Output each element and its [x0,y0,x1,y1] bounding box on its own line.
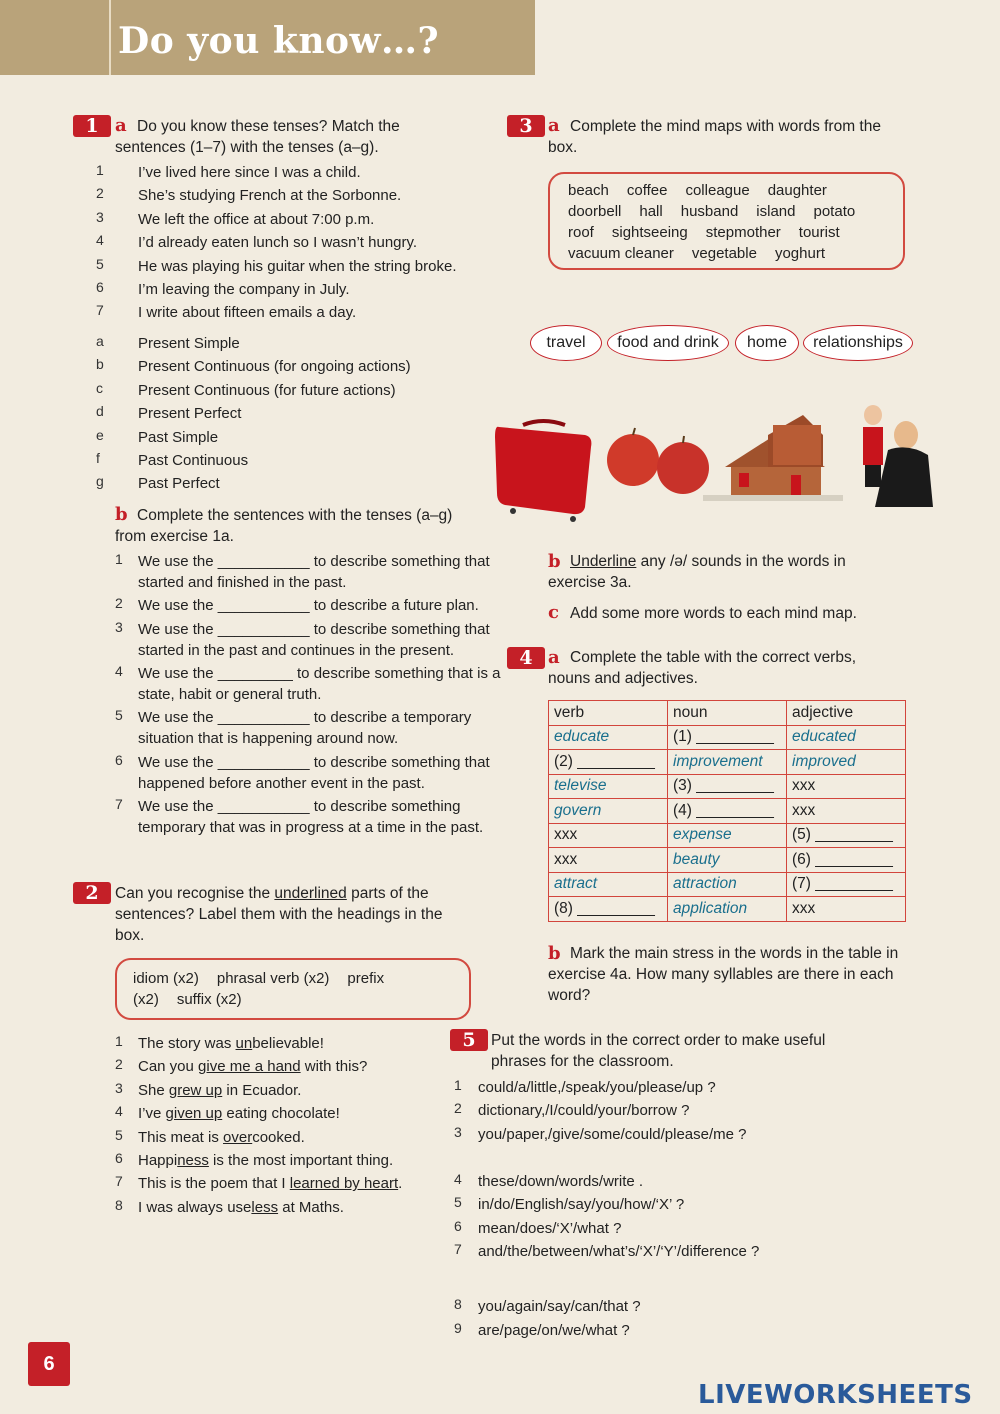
underlined-part: learned by heart [289,1175,399,1193]
ex5-item-number: 9 [454,1320,462,1336]
ex1-tense: Past Continuous [138,452,249,469]
ex1-tense-letter: f [96,450,100,466]
ex2-sentence [138,1033,324,1054]
table-row [549,725,906,750]
table-cell: improvement [668,750,787,775]
ex2-item-number: 5 [115,1126,123,1143]
table-cell: attraction [668,872,787,897]
underlined-part: given up [165,1105,223,1123]
ex1-tense-letter: d [96,403,104,420]
ex1-tense: Present Continuous (for future actions) [138,381,396,399]
ex1-b-number: 2 [115,595,123,611]
ex5-item-number: 4 [454,1171,462,1187]
table-cell: xxx [787,897,906,922]
ex3-c-label: c [548,602,559,623]
table-cell: govern [549,799,668,824]
ex1-b-sentence: We use the ___________ to describe something that started and finished in the past. [138,553,490,591]
ex5-item-number: 1 [454,1077,462,1093]
ex1-sentence: He was playing his guitar when the string broke. [138,257,457,275]
exercise-1-badge: 1 [73,115,111,137]
table-row [549,774,906,799]
ex4-b-instruction: Mark the main stress in the words in the table in exercise 4a. How many syllables are there in each word? [548,945,899,1004]
ex1-sentence: I’m leaving the company in July. [138,281,350,298]
table-row [549,750,906,775]
ex3-box-word: potato [813,203,856,220]
ex1-sentence: She’s studying French at the Sorbonne. [138,187,402,205]
ex4-word-table [548,700,906,922]
ex2-item-number: 4 [115,1103,123,1120]
ex3-box-words [568,180,885,264]
underlined-part: un [235,1035,253,1052]
table-cell: (1) _________ [668,725,787,750]
ex2-box-word: prefix (x2) [133,970,385,1008]
ex1-b-sentence: We use the ___________ to describe a temporary situation that is happening around now. [138,709,472,747]
ex3-box-word: vegetable [691,245,757,262]
table-header-cell: noun [668,701,787,726]
mindmap-food-and-drink: food and drink [607,325,729,361]
ex5-item: could/a/little,/speak/you/please/up ? [478,1079,716,1096]
ex1-a-instruction: Do you know these tenses? Match the sentences (1–7) with the tenses (a–g). [115,118,400,156]
ex2-sentence [138,1150,393,1171]
ex1-b-number: 5 [115,707,123,723]
underlined-part: grew up [168,1081,223,1099]
ex2-sentence [138,1127,305,1148]
house-picture [703,415,843,501]
ex1-sentence-number: 5 [96,255,104,272]
ex1-sentence: We left the office at about 7:00 p.m. [138,210,375,228]
ex1-sentence-number: 4 [96,232,104,249]
ex3-box-word: husband [680,203,739,220]
sentence-text: in Ecuador. [222,1081,302,1099]
sentence-text: I was always use [138,1198,252,1216]
ex2-sentence [138,1080,301,1101]
ex3-pictures [493,395,938,525]
page-number: 6 [28,1342,70,1386]
table-cell: (3) _________ [668,774,787,799]
ex4-b-label: b [548,943,561,964]
ex3-box-word: coffee [626,182,668,199]
underlined-part: ness [177,1152,209,1169]
ex2-sentence [138,1103,340,1124]
ex2-box-word: phrasal verb (x2) [216,970,330,987]
sentence-text: Happi [138,1152,178,1169]
sentence-text: with this? [300,1058,368,1076]
ex2-box-words [133,968,453,1010]
ex3-box-word: vacuum cleaner [568,245,674,262]
ex5-item-number: 8 [454,1296,462,1312]
ex1-tense: Present Continuous (for ongoing actions) [138,358,411,376]
ex1-sentence: I’ve lived here since I was a child. [138,164,361,181]
ex1-b-number: 1 [115,551,123,567]
table-cell: (6) _________ [787,848,906,873]
ex3-word-box [548,172,905,270]
ex1-tense: Present Perfect [138,405,242,423]
mindmap-travel: travel [530,325,602,361]
ex5-item: and/the/between/what’s/‘X’/‘Y’/difference ? [478,1243,760,1260]
sentence-text: cooked. [252,1128,305,1146]
ex3-b-label: b [548,551,561,572]
table-cell: educated [787,725,906,750]
ex5-item: dictionary,/I/could/your/borrow ? [478,1102,690,1119]
liveworksheets-logo: LIVEWORKSHEETS [698,1380,973,1410]
ex2-box-word: suffix (x2) [176,991,242,1008]
ex5-item: mean/does/‘X’/what ? [478,1220,622,1237]
ex1-b-sentence: We use the ___________ to describe something that started in the past and continues in the present. [138,621,490,659]
underlined-part: give me a hand [198,1058,301,1076]
sentence-text: She [138,1081,169,1099]
ex3-box-line [568,243,885,264]
ex2-sentence [138,1056,367,1077]
mindmap-relationships: relationships [803,325,913,361]
ex1-b-sentence: We use the _________ to describe something that is a state, habit or general truth. [138,665,501,703]
table-cell: application [668,897,787,922]
ex1-b-instruction: Complete the sentences with the tenses (a–g) from exercise 1a. [115,507,453,545]
table-cell: (8) _________ [549,897,668,922]
ex1-tense-letter: c [96,379,103,396]
title-banner [0,0,535,75]
table-cell: attract [549,872,668,897]
ex3-box-word: daughter [767,182,827,199]
exercise-4-badge: 4 [507,647,545,669]
ex2-item-number: 3 [115,1079,123,1096]
ex2-item-number: 7 [115,1173,123,1190]
ex2-word-box [115,958,471,1020]
ex3-box-line [568,222,885,243]
exercise-2-badge: 2 [73,882,111,904]
sentence-text: at Maths. [278,1198,344,1216]
sentence-text: Can you [138,1058,199,1076]
ex1-b-sentence: We use the ___________ to describe a future plan. [138,597,479,614]
sentence-text: I’ve [138,1105,166,1123]
ex5-item-number: 6 [454,1218,462,1234]
ex5-item: in/do/English/say/you/how/‘X’ ? [478,1196,685,1213]
ex5-item-number: 3 [454,1124,462,1140]
sentence-text: This is the poem that I [138,1175,290,1193]
ex3-box-word: sightseeing [611,224,688,241]
ex3-box-word: hall [639,203,663,220]
ex3-a-instruction: Complete the mind maps with words from the box. [548,118,881,156]
ex1-b-number: 7 [115,796,123,812]
sentence-text: The story was [138,1035,236,1052]
table-row [549,897,906,922]
ex1-a-label: a [115,115,127,136]
ex3-box-word: yoghurt [774,245,825,262]
table-cell: xxx [787,799,906,824]
ex1-sentence: I write about fifteen emails a day. [138,304,357,322]
table-cell: (2) _________ [549,750,668,775]
ex3-a-label: a [548,115,560,136]
ex1-sentence-number: 3 [96,208,104,225]
table-row [549,848,906,873]
ex3-box-word: doorbell [568,203,622,220]
page-title: Do you know…? [118,20,440,62]
underlined-part: less [251,1198,279,1216]
ex1-b-number: 3 [115,619,123,635]
ex3-box-line [568,180,885,201]
ex1-b-sentence: We use the ___________ to describe something that happened before another event in the past. [138,754,490,792]
table-body [549,725,906,921]
table-cell: beauty [668,848,787,873]
ex1-tense: Past Perfect [138,475,220,493]
table-cell: (5) _________ [787,823,906,848]
ex4-a-instruction: Complete the table with the correct verbs, nouns and adjectives. [548,649,857,687]
sentence-text: eating chocolate! [222,1105,340,1123]
ex3-box-line [568,201,885,222]
ex2-sentence [138,1173,402,1194]
ex5-item: you/paper,/give/some/could/please/me ? [478,1126,747,1143]
ex1-b-label: b [115,504,128,525]
ex5-item: are/page/on/we/what ? [478,1322,630,1339]
ex3-box-word: stepmother [705,224,781,241]
ex1-sentence: I’d already eaten lunch so I wasn’t hungry. [138,234,418,252]
table-row [549,823,906,848]
ex5-item-number: 2 [454,1100,462,1116]
ex5-item: these/down/words/write . [478,1173,644,1190]
ex3-box-word: island [756,203,796,220]
ex1-b-number: 4 [115,663,123,679]
ex2-sentence [138,1197,344,1218]
underlined-part: over [223,1128,253,1146]
apples-picture [607,428,709,494]
ex3-b-instruction: Underline any /ə/ sounds in the words in exercise 3a. [548,553,846,591]
ex2-item-number: 1 [115,1033,123,1049]
ex1-sentence-number: 1 [96,162,104,178]
table-cell: televise [549,774,668,799]
ex5-instruction: Put the words in the correct order to make useful phrases for the classroom. [491,1032,826,1070]
sentence-text: This meat is [138,1128,224,1146]
ex3-c-instruction: Add some more words to each mind map. [570,605,857,622]
ex1-tense-letter: g [96,473,104,490]
ex3-box-word: beach [568,182,609,199]
ex1-sentence-number: 6 [96,279,104,295]
table-cell: improved [787,750,906,775]
ex2-item-number: 6 [115,1150,123,1166]
ex3-box-word: roof [568,224,594,241]
ex5-item-number: 7 [454,1241,462,1257]
table-header-cell: verb [549,701,668,726]
exercise-3-badge: 3 [507,115,545,137]
ex2-item-number: 2 [115,1056,123,1073]
ex1-b-number: 6 [115,752,123,768]
ex1-tense: Past Simple [138,428,219,446]
table-cell: xxx [549,823,668,848]
sentence-text: is the most important thing. [208,1152,394,1169]
ex1-b-sentence: We use the ___________ to describe something temporary that was in progress at a time in the past. [138,798,484,836]
ex5-item: you/again/say/can/that ? [478,1298,641,1315]
ex1-tense: Present Simple [138,335,240,352]
ex4-a-label: a [548,647,560,668]
table-header-row [549,701,906,726]
ex3-box-word: colleague [685,182,750,199]
ex1-tense-letter: a [96,333,104,349]
ex2-item-number: 8 [115,1196,123,1213]
sentence-text: . [398,1175,403,1193]
sentence-text: believable! [252,1035,324,1052]
ex1-tense-letter: b [96,356,104,373]
ex5-item-number: 5 [454,1194,462,1210]
table-cell: (7) _________ [787,872,906,897]
table-cell: xxx [787,774,906,799]
table-row [549,872,906,897]
table-cell: (4) _________ [668,799,787,824]
title-divider [109,0,111,75]
table-header-cell: adjective [787,701,906,726]
ex1-sentence-number: 7 [96,302,104,319]
ex1-tense-letter: e [96,426,104,443]
ex2-instruction: Can you recognise the underlined parts of the sentences? Label them with the headings in the box. [115,885,443,944]
mother-child-picture [863,405,933,507]
ex2-box-word: idiom (x2) [133,970,199,987]
ex1-sentence-number: 2 [96,185,104,202]
table-cell: educate [549,725,668,750]
ex3-box-word: tourist [798,224,840,241]
table-row [549,799,906,824]
table-cell: xxx [549,848,668,873]
mindmap-home: home [735,325,799,361]
table-cell: expense [668,823,787,848]
suitcase-picture [495,421,591,522]
exercise-5-badge: 5 [450,1029,488,1051]
